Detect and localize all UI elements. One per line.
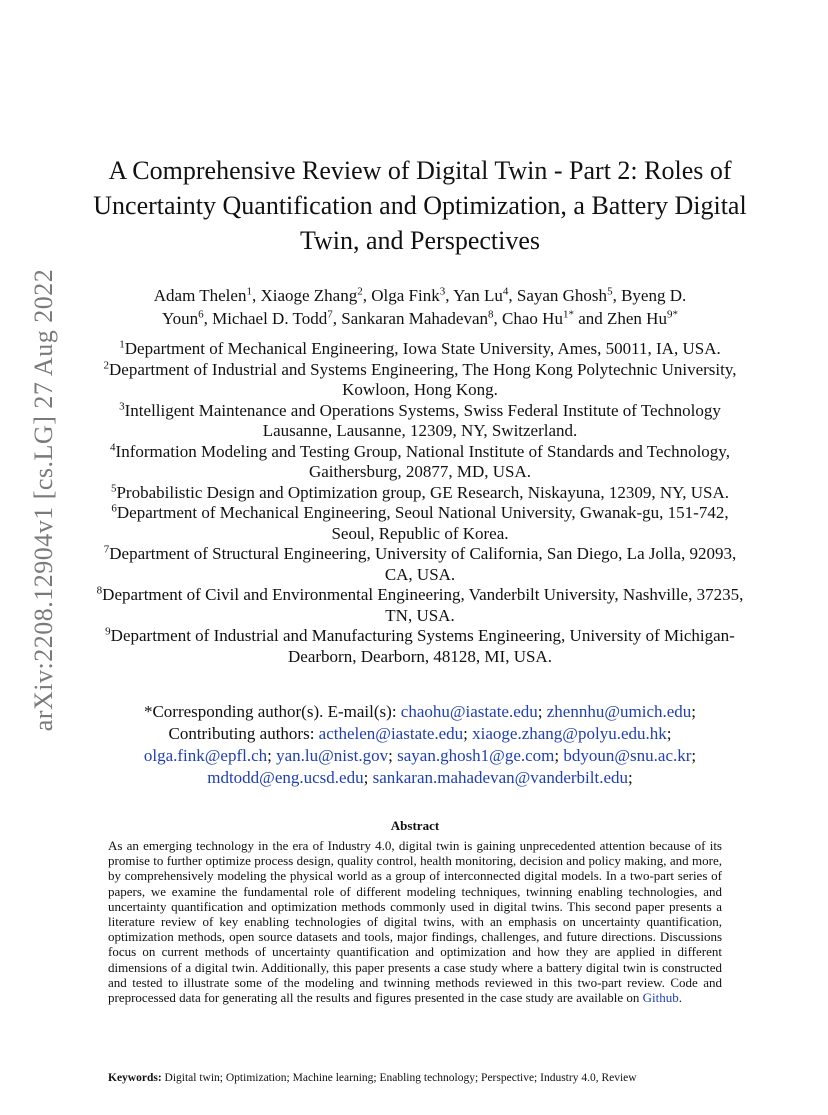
email-separator: ; [691, 746, 697, 765]
email-link[interactable]: acthelen@iastate.edu [318, 724, 464, 743]
author-name: Adam Thelen [153, 286, 247, 305]
email-link[interactable]: olga.fink@epfl.ch [143, 746, 268, 765]
author-name: Yan Lu [453, 286, 503, 305]
keywords-text: Digital twin; Optimization; Machine learning; Enabling technology; Perspective; Industry 4.0, Review [164, 1072, 637, 1084]
contributing-block [90, 723, 750, 789]
affiliation-text: Department of Mechanical Engineering, Seoul National University, Gwanak-gu, 151-742, Seoul, Republic of Korea. [116, 503, 729, 543]
email-link[interactable]: sayan.ghosh1@ge.com [397, 746, 555, 765]
email-separator: ; [363, 768, 369, 787]
affiliation-text: Probabilistic Design and Optimization group, GE Research, Niskayuna, 12309, NY, USA. [116, 482, 730, 502]
author-connector: and [578, 309, 603, 328]
keywords [108, 1071, 722, 1085]
email-link[interactable]: mdtodd@eng.ucsd.edu [207, 768, 364, 787]
author-affiliation-mark: 7 [327, 308, 333, 321]
affiliation-number: 2 [103, 358, 110, 371]
corresponding-line [90, 701, 750, 723]
author-name: Youn [162, 309, 199, 328]
abstract-end: . [678, 990, 682, 1006]
affiliation-item [88, 401, 752, 442]
email-separator: ; [554, 746, 560, 765]
author-affiliation-mark: 2 [357, 285, 363, 298]
author-name: Michael D. Todd [212, 309, 328, 328]
email-separator: ; [628, 768, 633, 787]
email-separator: ; [537, 702, 543, 721]
email-separator: ; [666, 724, 672, 743]
affiliation-text: Department of Mechanical Engineering, Iowa State University, Ames, 50011, IA, USA. [124, 339, 721, 358]
email-link[interactable]: chaohu@iastate.edu [400, 702, 538, 721]
affiliation-number: 4 [110, 440, 116, 453]
author-affiliation-mark: 1* [562, 308, 574, 321]
abstract-body [108, 838, 722, 1005]
contributing-line [90, 767, 750, 789]
contact-block [90, 701, 750, 789]
abstract-heading: Abstract [390, 818, 440, 833]
author-affiliation-mark: 4 [502, 285, 509, 298]
corresponding-emails [401, 702, 696, 721]
abstract-text: As an emerging technology in the era of Industry 4.0, digital twin is gaining unprecedented attention because of its promise to further optimize process design, quality control, health monitoring, decision and policy making, and more, by comprehensively modeling the physical world as a group of interconnected digital models. In a two-part series of papers, we examine the fundamental role of different modeling techniques, twinning enabling technologies, and uncertainty quantification and optimization methods commonly used in digital twins. This second paper presents a literature review of key enabling technologies of digital twins, with an emphasis on uncertainty quantification, optimization methods, open source datasets and tools, major findings, challenges, and future directions. Discussions focus on current methods of uncertainty quantification and optimization and how they are applied in different dimensions of a digital twin. Additionally, this paper presents a case study where a battery digital twin is constructed and tested to illustrate some of the modeling and twinning methods reviewed in this two-part review. Code and preprocessed data for generating all the results and figures presented in the case study are available on [108, 838, 722, 1006]
author-affiliation-mark: 8 [488, 308, 494, 321]
affiliation-number: 5 [110, 481, 117, 494]
author-name: Zhen Hu [607, 309, 667, 328]
email-link[interactable]: bdyoun@snu.ac.kr [563, 746, 692, 765]
affiliation-text: Department of Industrial and Manufacturing Systems Engineering, University of Michigan-Dearborn, Dearborn, 48128, MI, USA. [110, 626, 735, 666]
affiliation-item [88, 483, 752, 504]
email-separator: ; [691, 702, 697, 721]
email-link[interactable]: zhennhu@umich.edu [546, 702, 692, 721]
email-link[interactable]: sankaran.mahadevan@vanderbilt.edu [372, 768, 629, 787]
affiliation-item [88, 339, 752, 360]
author-affiliation-mark: 5 [607, 285, 613, 298]
author-affiliation-mark: 6 [198, 308, 204, 321]
affiliation-item [88, 442, 752, 483]
affiliation-number: 7 [103, 543, 110, 556]
affiliation-item [88, 360, 752, 401]
affiliation-text: Department of Industrial and Systems Engineering, The Hong Kong Polytechnic University, Kowloon, Hong Kong. [109, 359, 737, 399]
affiliation-text: Department of Structural Engineering, University of California, San Diego, La Jolla, 92093, CA, USA. [109, 544, 737, 584]
github-link[interactable]: Github [642, 990, 679, 1006]
author-line-1: Adam Thelen$^1$, Xiaoge Zhang$^2$, Olga Fink$^3$, Yan Lu$^4$, Sayan Ghosh$^5$, Byeng D. [153, 285, 687, 305]
affiliation-item [88, 626, 752, 667]
affiliation-item [88, 585, 752, 626]
affiliation-number: 1 [119, 338, 125, 351]
affiliation-text: Information Modeling and Testing Group, National Institute of Standards and Technology, Gaithersburg, 20877, MD, USA. [115, 441, 730, 481]
author-name: Olga Fink [371, 286, 440, 305]
affiliation-text: Intelligent Maintenance and Operations Systems, Swiss Federal Institute of Technology Lausanne, Lausanne, 12309, NY, Switzerland. [124, 400, 721, 440]
corresponding-prefix: *Corresponding author(s). E-mail(s): [143, 702, 397, 721]
author-name: Sankaran Mahadevan [341, 309, 489, 328]
author-affiliation-mark: 9* [666, 308, 678, 321]
author-affiliation-mark: 1 [246, 285, 252, 298]
author-name: Sayan Ghosh [516, 286, 608, 305]
arxiv-identifier-text: arXiv:2208.12904v1 [cs.LG] 27 Aug 2022 [29, 268, 58, 731]
affiliation-number: 6 [111, 502, 117, 515]
affiliation-text: Department of Civil and Environmental Engineering, Vanderbilt University, Nashville, 37235, TN, USA. [102, 585, 744, 625]
author-list [90, 284, 750, 330]
keywords-label: Keywords: [108, 1072, 162, 1084]
contributing-prefix: Contributing authors: [168, 724, 315, 743]
author-name: Xiaoge Zhang [260, 286, 358, 305]
affiliation-number: 9 [105, 625, 111, 638]
contributing-line [90, 745, 750, 767]
email-link[interactable]: xiaoge.zhang@polyu.edu.hk [472, 724, 667, 743]
email-separator: ; [463, 724, 468, 743]
author-name: Chao Hu [502, 309, 563, 328]
author-affiliation-mark: 3 [439, 285, 446, 298]
affiliation-list [88, 339, 752, 667]
email-separator: ; [388, 746, 393, 765]
author-name: Byeng D. [621, 286, 687, 305]
affiliation-item [88, 544, 752, 585]
paper-title: A Comprehensive Review of Digital Twin - Part 2: Roles of Uncertainty Quantification and Optimization, a Battery Digital Twin, and Perspectives [93, 156, 747, 255]
affiliation-number: 3 [119, 399, 125, 412]
email-separator: ; [267, 746, 272, 765]
affiliation-number: 8 [96, 584, 103, 597]
arxiv-identifier-sidebar [28, 232, 60, 767]
author-line-2: Youn$^6$, Michael D. Todd$^7$, Sankaran Mahadevan$^8$, Chao $Hu^{1*}$ and Zhen $Hu^{9*}$ [162, 308, 678, 328]
email-link[interactable]: yan.lu@nist.gov [276, 746, 389, 765]
affiliation-item [88, 503, 752, 544]
contributing-line [90, 723, 750, 745]
